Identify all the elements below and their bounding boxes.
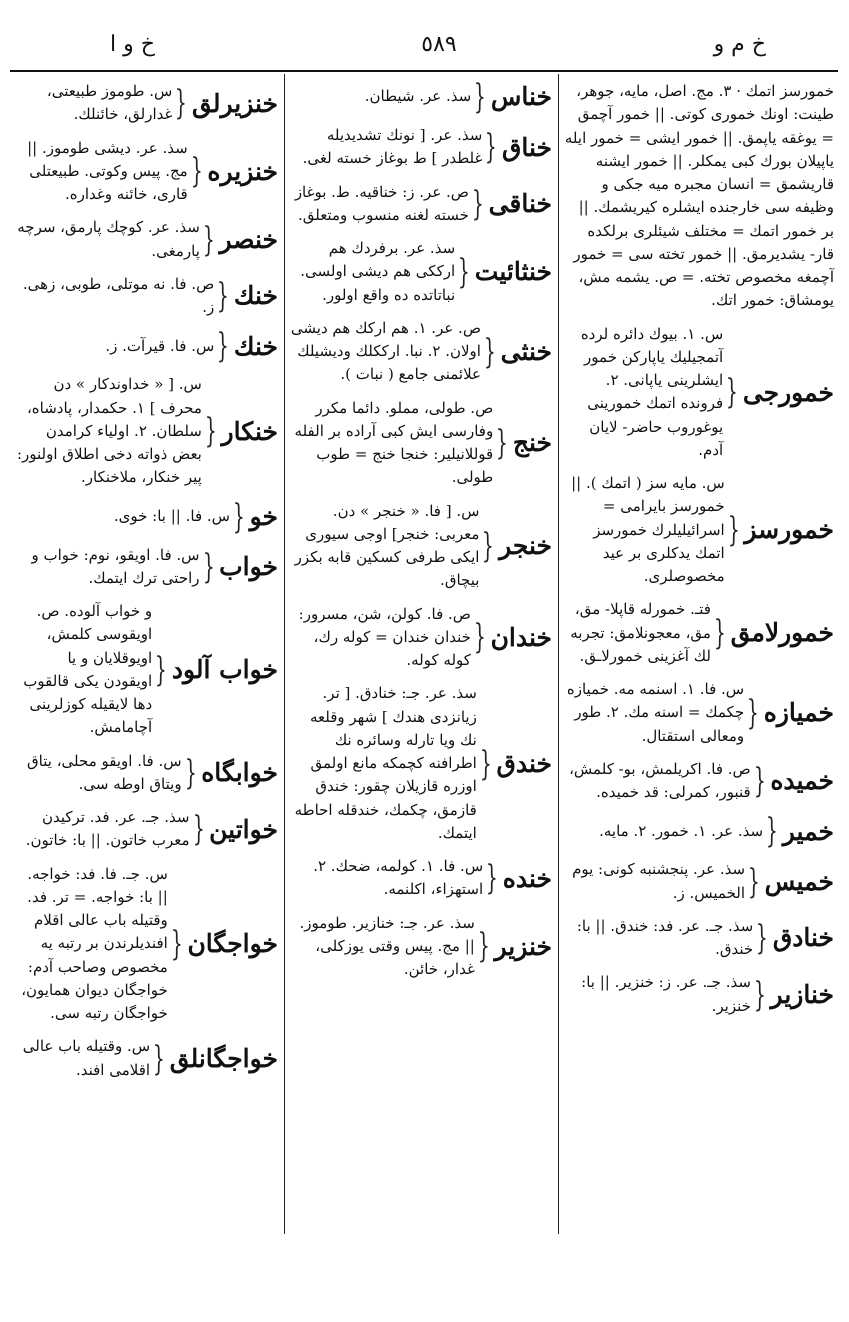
brace-glyph: { [170, 923, 183, 964]
dictionary-entry [14, 131, 280, 211]
entry-definition: سذ. عر. ١. خمور. ٢. مایه. [599, 821, 764, 840]
dictionary-entry [14, 1029, 280, 1086]
entry-definition: ص. عر. ١. هم ارکك هم دیشی اولان. ٢. نبا. ارککلك ودیشیلك علائمنی جامع ( نبات ). [290, 318, 481, 384]
dictionary-entry [288, 391, 554, 494]
entry-definition: س. جـ. فا. فد: خواجه. || با: خواجه. = تر. فد. وقتیله باب عالی اقلام افندیلرندن بر رتبه یه مخصوص وصاحب آدم: خواجگان دیوان همایون، خواجگان رتبه سی. [21, 864, 168, 1022]
page-number: ٥٨٩ [421, 32, 457, 57]
entry-definition: س. [ فا. « خنجر » دن. معربی: خنجر] اوجی سیوری ایکی طرفی کسکین قابه بکزر بیچاق. [294, 501, 480, 590]
entry-headword: خنج [512, 428, 552, 458]
entry-headword: خناقی [488, 189, 552, 218]
dictionary-entry [562, 852, 836, 909]
entry-headword: خواجگان [187, 929, 278, 959]
entry-definition: س. مایه سز ( اتمك ). || خمورسز بایرامی = اسرائیلیلرك خمورسز اتمك یدکلری بر عید مخصوصلری. [571, 474, 725, 585]
entry-headword: خنثائیت [474, 257, 552, 287]
brace-glyph: { [184, 752, 197, 793]
dictionary-entry [14, 538, 280, 595]
dictionary-entry [14, 267, 280, 324]
brace-glyph: { [217, 326, 230, 367]
entry-definition: سذ. عر. برفردك هم ارککی هم دیشی اولسی. نباتاتده ده واقع اولور. [300, 239, 456, 304]
dictionary-entry [14, 494, 280, 538]
entry-definition: خمورسز اتمك · ٣. مج. اصل، مایه، جوهر، طینت: اونك خموری کوتی. || خمور آچمق = یوغقه یاپمق. || خمور ایشی = خمور ایله یاپیلان بورك کبی یمکلر. || خمور ایشنه قاریشمق = انسان مجبره میه جکی و وظیفه سی خارجنده ایشلره کیریشمك. || بر خمور اتمك = مختلف شیئلری برلکده قار- یشدیرمق. || خمور تخته سی = خمور آچمغه مخصوص تخته. = ص. یشمه مش، یومشاق: خمور اتك. [564, 82, 834, 310]
entry-headword: خواتین [209, 814, 278, 844]
header-rule [10, 70, 838, 72]
brace-glyph: { [458, 251, 470, 292]
entry-definition: ص. طولی، مملو. دائما مکرر وفارسی ایش کبی آراده بر الفله قوللانیلیر: خنجا خنج = طوب طولی. [294, 398, 494, 487]
dictionary-entry [288, 175, 554, 232]
entry-headword: خنجر [499, 531, 552, 561]
page-header [14, 30, 836, 64]
entry-headword: خمیازه [763, 698, 834, 728]
entry-definition: و خواب آلوده. ص. اویقوسی کلمش، اویوقلایان و یا اویقودن یکی قالقوب دها لایقیله کوزلرینی آچامامش. [23, 602, 153, 737]
entry-definition: س. فا. اویقو، نوم: خواب و راحتی ترك ایتمك. [31, 545, 200, 587]
entry-definition: سذ. جـ. عر. فد: خندق. || با: خندق. [576, 916, 754, 958]
dictionary-entry [288, 676, 554, 849]
entry-definition: سذ. عر. کوچك پارمق، سرچه پارمغی. [17, 218, 200, 260]
entry-definition: ص. فا. نه موتلی، طوبی، زهی. ز. [22, 274, 215, 316]
entry-headword: خو [249, 501, 278, 531]
brace-glyph: { [474, 77, 486, 117]
entry-definition: ص. فا. کولن، شن، مسرور: خندان خندان = کوله رك، کوله کوله. [298, 604, 471, 669]
entry-headword: خنزیره [207, 156, 278, 186]
entry-definition: س. طوموز طبیعتی، غدارلق، خائنلك. [46, 82, 173, 124]
brace-glyph: { [192, 809, 205, 850]
entry-headword: خناس [490, 82, 552, 112]
brace-glyph: { [202, 546, 215, 587]
brace-glyph: { [483, 331, 496, 372]
brace-glyph: { [204, 411, 217, 452]
dictionary-entry [562, 592, 836, 672]
dictionary-entry [14, 367, 280, 493]
entry-headword: خناق [501, 132, 552, 162]
entry-definition: س. [ « خداوندکار » دن محرف ] ١. حکمدار، پادشاه، سلطان. ٢. اولیاء کرامدن بعض ذواته دخی اطلاق اولنور: پیر خنکار، ملاخنکار. [16, 375, 202, 487]
entry-headword: خواب آلود [171, 655, 278, 684]
dictionary-entry [288, 311, 554, 391]
entry-definition: فتـ. خمورله قاپلا- مق، مق، معجونلامق: تجربه لك آغزینی خمورلاـق. [570, 600, 711, 665]
entry-headword: خمیده [770, 766, 834, 796]
header-left-letters: خ و ا [110, 32, 155, 57]
brace-glyph: { [190, 151, 203, 192]
column-middle [288, 74, 554, 1234]
entry-headword: خنادق [772, 923, 834, 953]
entry-definition: سذ. عر. شیطان. [364, 87, 472, 106]
brace-glyph: { [473, 617, 486, 658]
entry-definition: س. فا. قیرآت. ز. [105, 336, 215, 355]
entry-headword: خمورجی [742, 377, 834, 407]
column-rule [284, 74, 285, 1234]
dictionary-entry [14, 857, 280, 1030]
column-right [562, 74, 836, 1234]
entry-definition: سذ. جـ. عر. فد. ترکیدن معرب خاتون. || با: خاتون. [25, 808, 190, 850]
entry-definition: ص. فا. اکریلمش، بو- کلمش، قنبور، کمرلی: قد خمیده. [569, 759, 751, 801]
brace-glyph: { [747, 861, 760, 902]
brace-glyph: { [232, 496, 245, 537]
entry-headword: خمیر [782, 816, 834, 846]
brace-glyph: { [482, 526, 495, 566]
dictionary-entry [288, 906, 554, 986]
brace-glyph: { [753, 761, 766, 801]
brace-glyph: { [726, 372, 738, 413]
brace-glyph: { [486, 858, 498, 899]
dictionary-entry [14, 594, 280, 744]
dictionary-entry [562, 466, 836, 592]
dictionary-entry [562, 672, 836, 752]
entry-headword: خنده [502, 863, 552, 893]
brace-glyph: { [485, 127, 498, 168]
dictionary-entry [14, 210, 280, 267]
dictionary-entry [288, 74, 554, 118]
dictionary-entry [288, 597, 554, 677]
dictionary-entry [562, 808, 836, 852]
brace-glyph: { [479, 743, 492, 784]
brace-glyph: { [155, 649, 167, 690]
dictionary-entry [562, 317, 836, 467]
dictionary-entry [288, 494, 554, 597]
entry-definition: س. فا. || با: خوی. [113, 506, 230, 525]
entry-definition: س. فا. ١. کولمه، ضحك. ٢. استهزاء، اکلنمه. [313, 857, 484, 899]
dictionary-entry [14, 74, 280, 131]
entry-definition: س. فا. ١. اسنمه مه. خمیازه چکمك = اسنه مك. ٢. طور ومعالی استقتال. [566, 680, 745, 745]
dictionary-entry [288, 231, 554, 311]
dictionary-entry [562, 965, 836, 1022]
brace-glyph: { [202, 219, 215, 260]
brace-glyph: { [727, 510, 740, 551]
brace-glyph: { [175, 83, 188, 124]
brace-glyph: { [753, 974, 766, 1015]
entry-definition: سذ. عر. [ نونك تشدیدیله غلطدر ] ط بوغاز خسته لغی. [302, 126, 483, 168]
brace-glyph: { [152, 1038, 165, 1079]
entry-headword: خنصر [219, 224, 278, 254]
entry-headword: خوابگاه [201, 758, 278, 787]
entry-headword: خنکار [221, 416, 278, 446]
brace-glyph: { [477, 926, 490, 967]
brace-glyph: { [217, 276, 230, 316]
brace-glyph: { [496, 423, 508, 463]
brace-glyph: { [765, 811, 778, 852]
dictionary-entry [562, 909, 836, 966]
entry-definition: ص. عر. ز: خناقیه. ط. بوغاز خسته لغنه منسوب ومتعلق. [294, 182, 469, 224]
entry-headword: خمورسز [744, 515, 834, 545]
entry-definition: س. فا. اویقو محلی، یتاق ویتاق اوطه سی. [27, 751, 182, 793]
entry-definition: سذ. جـ. عر. ز: خنزیر. || با: خنزیر. [581, 973, 751, 1015]
entry-headword: خنثی [500, 336, 552, 366]
entry-definition: سذ. عر. دیشی طوموز. || مج. پیس وکوتی. طبیعتلی قاری، خائنه وغداره. [27, 138, 188, 203]
entry-definition: سذ. عر. پنجشنبه کونی: یوم الخمیس. ز. [572, 860, 746, 902]
dictionary-entry [14, 800, 280, 857]
brace-glyph: { [756, 918, 768, 958]
entry-headword: خنك [233, 281, 278, 311]
entry-headword: خندان [490, 622, 552, 652]
entry-headword: خواب [219, 552, 278, 581]
entry-headword: خنزیر [494, 931, 552, 961]
header-right-letters: خ م و [713, 32, 766, 57]
entry-headword: خمورلامق [730, 618, 834, 648]
brace-glyph: { [713, 613, 726, 654]
entry-definition: س. ١. بیوك دائره لرده آتمجیلیك یاپارکن خمور ایشلرینی یاپانی. ٢. فرونده اتمك خمورینی یوغوروب حاضر- لایان آدم. [580, 324, 724, 459]
brace-glyph: { [746, 692, 759, 733]
dictionary-entry [562, 752, 836, 809]
column-rule [558, 74, 559, 1234]
dictionary-entry [14, 323, 280, 367]
entry-headword: خواجگانلق [169, 1043, 278, 1073]
dictionary-entry [288, 118, 554, 175]
dictionary-entry [14, 744, 280, 801]
column-left [14, 74, 280, 1234]
entry-definition: سذ. عر. جـ: خنادق. [ تر. زیانزدی هندك ] شهر وقلعه نك ویا تارله وسائره نك اطرافنه کچمکه مانع اولمق اوزره قازیلان چقور: خندق قازمق، چکمك، خندقله احاطه ایتمك. [294, 684, 477, 842]
brace-glyph: { [471, 183, 484, 224]
entry-headword: خمیس [764, 866, 834, 896]
entry-definition: س. وقتیله باب عالی اقلامی افند. [22, 1037, 151, 1079]
dictionary-entry [288, 849, 554, 906]
entry-definition: سذ. عر. جـ: خنازیر. طوموز. || مج. پیس وقتی یوزکلی، غدار، خائن. [299, 913, 475, 978]
entry-headword: خندق [496, 748, 552, 778]
entry-headword: خنزیرلق [191, 88, 278, 118]
dictionary-entry [562, 74, 836, 317]
entry-headword: خنازیر [770, 979, 834, 1009]
entry-headword: خنك [233, 331, 278, 361]
